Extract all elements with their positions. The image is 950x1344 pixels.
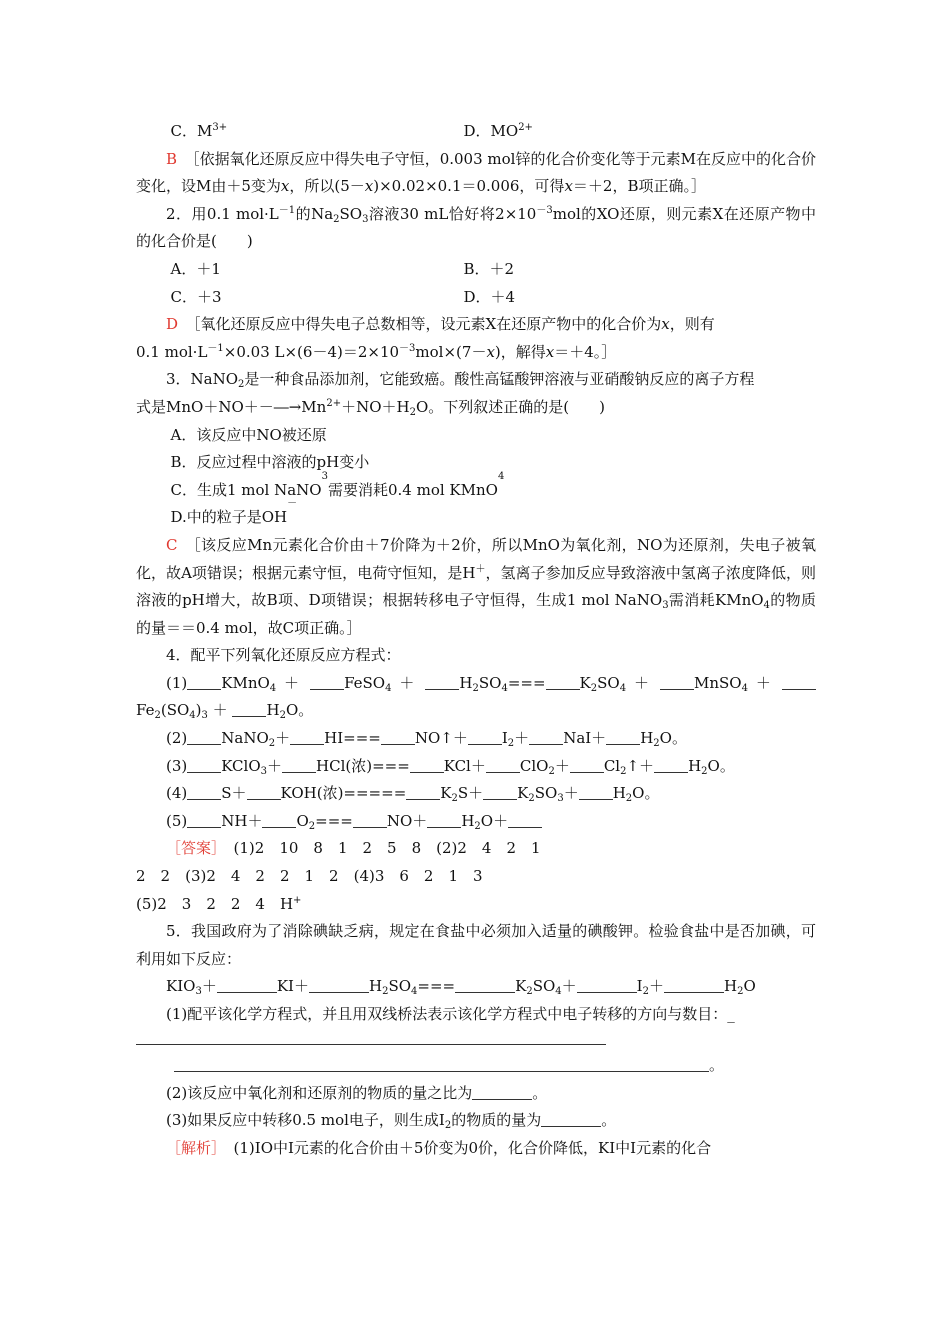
answer-letter: D <box>166 315 179 334</box>
q5-part1-blank-line2[interactable]: 。 <box>136 1052 816 1080</box>
q1-options-cd <box>136 118 816 146</box>
q5-part1-blank-line1[interactable] <box>136 1025 816 1053</box>
answer-letter: C <box>166 535 178 554</box>
q2-option-d[interactable]: D．＋4 <box>463 287 516 306</box>
q3-stem-line2: 式是$MnO+NO+-―\to Mn^{2+}+NO+H_2O$。下列叙述正确的是( ) <box>136 397 605 418</box>
q4-answer-line3: (5)2 3 2 2 4 H+ <box>136 894 302 913</box>
answer-tag: ［答案］ <box>166 839 219 858</box>
analysis-tag: ［解析］ <box>166 1138 219 1157</box>
q3-option-b[interactable]: B．反应过程中溶液的pH变小 <box>170 453 370 472</box>
q2-answer-line1: D ［氧化还原反应中得失电子总数相等，设元素X在还原产物中的化合价为x，则有 <box>166 315 715 334</box>
q4-equation-1: (1) KMnO$_4$ ＋ FeSO$_4$ ＋ $H_2SO_4=== K_2SO_4$ ＋ MnSO$_4$ ＋ $Fe_2(SO_4)_3 + H_2O$。 <box>136 670 816 725</box>
q5-part3: (3)如果反应中转移0.5 mol电子，则生成$I_2$的物质的量为 。 <box>166 1111 617 1132</box>
q1-answer: B ［依据氧化还原反应中得失电子守恒，0.003 mol锌的化合价变化等于元素M在反应中的化合价变化，设M由＋5变为x，所以(5－x)×0.02×0.1＝0.006，可得x＝＋2，B项正确。］ <box>136 149 816 196</box>
q4-answer-line2: 2 2 (3)2 4 2 2 1 2 (4)3 6 2 1 3 <box>136 867 483 886</box>
q5-equation: $KIO_3+ KI+ H_2SO_4=== K_2SO_4+ I_2+ H_2O$ <box>166 977 756 998</box>
q2-stem: 2．用0.1 $mol\cdot L^{-1}$的$Na_2SO_3$溶液30 mL恰好将$2\times 10^{-3}mol$的XO还原，则元素X在还原产物中的化合价是( ) <box>136 204 816 251</box>
q4-equation-3: (3) KClO$_3$＋ HCl(浓)=== $KCl+ ClO_2+ Cl_2↑+ H_2O$。 <box>166 756 735 777</box>
q4-equation-4: (4) S＋ KOH(浓)===== $K_2S+ K_2SO_3+ H_2O$。 <box>166 784 660 805</box>
q5-analysis: ［解析］ (1)IO中I元素的化合价由＋5价变为0价，化合价降低，KI中I元素的化合 <box>166 1138 712 1157</box>
q4-equation-2: (2) NaNO$_2$＋ HI=== NO↑＋ $I_2+ NaI+ H_2O$。 <box>166 729 687 750</box>
q3-option-d[interactable]: D.中的粒子是OH － <box>170 498 298 527</box>
q4-stem: 4．配平下列氧化还原反应方程式： <box>166 646 401 665</box>
document-page <box>136 118 816 1163</box>
q3-option-a[interactable]: A．该反应中NO被还原 <box>170 425 327 444</box>
q5-part1: (1)配平该化学方程式，并且用双线桥法表示该化学方程式中电子转移的方向与数目：_ <box>166 1005 735 1023</box>
q3-answer: C ［该反应Mn元素化合价由＋7价降为＋2价，所以MnO为氧化剂，NO为还原剂，失电子被氧化，故A项错误；根据元素守恒，电荷守恒知，是H＋，氢离子参加反应导致溶液中氢离子浓度降低，则溶液的pH增大，故B项、D项错误；根据转移电子守恒得，生成1 mol NaNO$_3$需消耗KMnO$_4$的物质的量＝＝0.4 mol，故C项正确。］ <box>136 535 816 637</box>
q2-options-ab <box>136 256 816 284</box>
q1-option-c[interactable]: C．$M^{3+}$ <box>170 122 228 140</box>
q3-stem-line1: 3．NaNO$_2$是一种食品添加剂，它能致癌。酸性高锰酸钾溶液与亚硝酸钠反应的离子方程 <box>166 370 755 391</box>
q4-equation-5: (5) $NH+ O_2=== NO+ H_2O+$ <box>136 808 816 836</box>
q2-answer-line2: 0.1 $mol\cdot L^{-1}\times 0.03$ $L\times(6-4)=2\times 10^{-3}mol\times(7-x)$，解得x＝＋4。］ <box>136 342 617 361</box>
answer-letter: B <box>166 149 178 168</box>
q2-options-cd <box>136 284 816 312</box>
q2-option-a[interactable]: A．＋1 <box>170 259 221 278</box>
q5-part2: (2)该反应中氧化剂和还原剂的物质的量之比为 。 <box>166 1083 548 1102</box>
q2-option-b[interactable]: B．＋2 <box>463 259 515 278</box>
q5-stem: 5．我国政府为了消除碘缺乏病，规定在食盐中必须加入适量的碘酸钾。检验食盐中是否加碘，可利用如下反应： <box>136 922 816 968</box>
q4-answer-line1: ［答案］ (1)2 10 8 1 2 5 8 (2)2 4 2 1 <box>166 839 541 858</box>
q3-option-c[interactable]: C．生成1 mol NaNO 3 需要消耗0.4 mol KMnO 4 <box>170 470 505 499</box>
q2-option-c[interactable]: C．＋3 <box>170 287 222 306</box>
q1-option-d[interactable]: D．$MO^{2+}$ <box>463 122 533 140</box>
